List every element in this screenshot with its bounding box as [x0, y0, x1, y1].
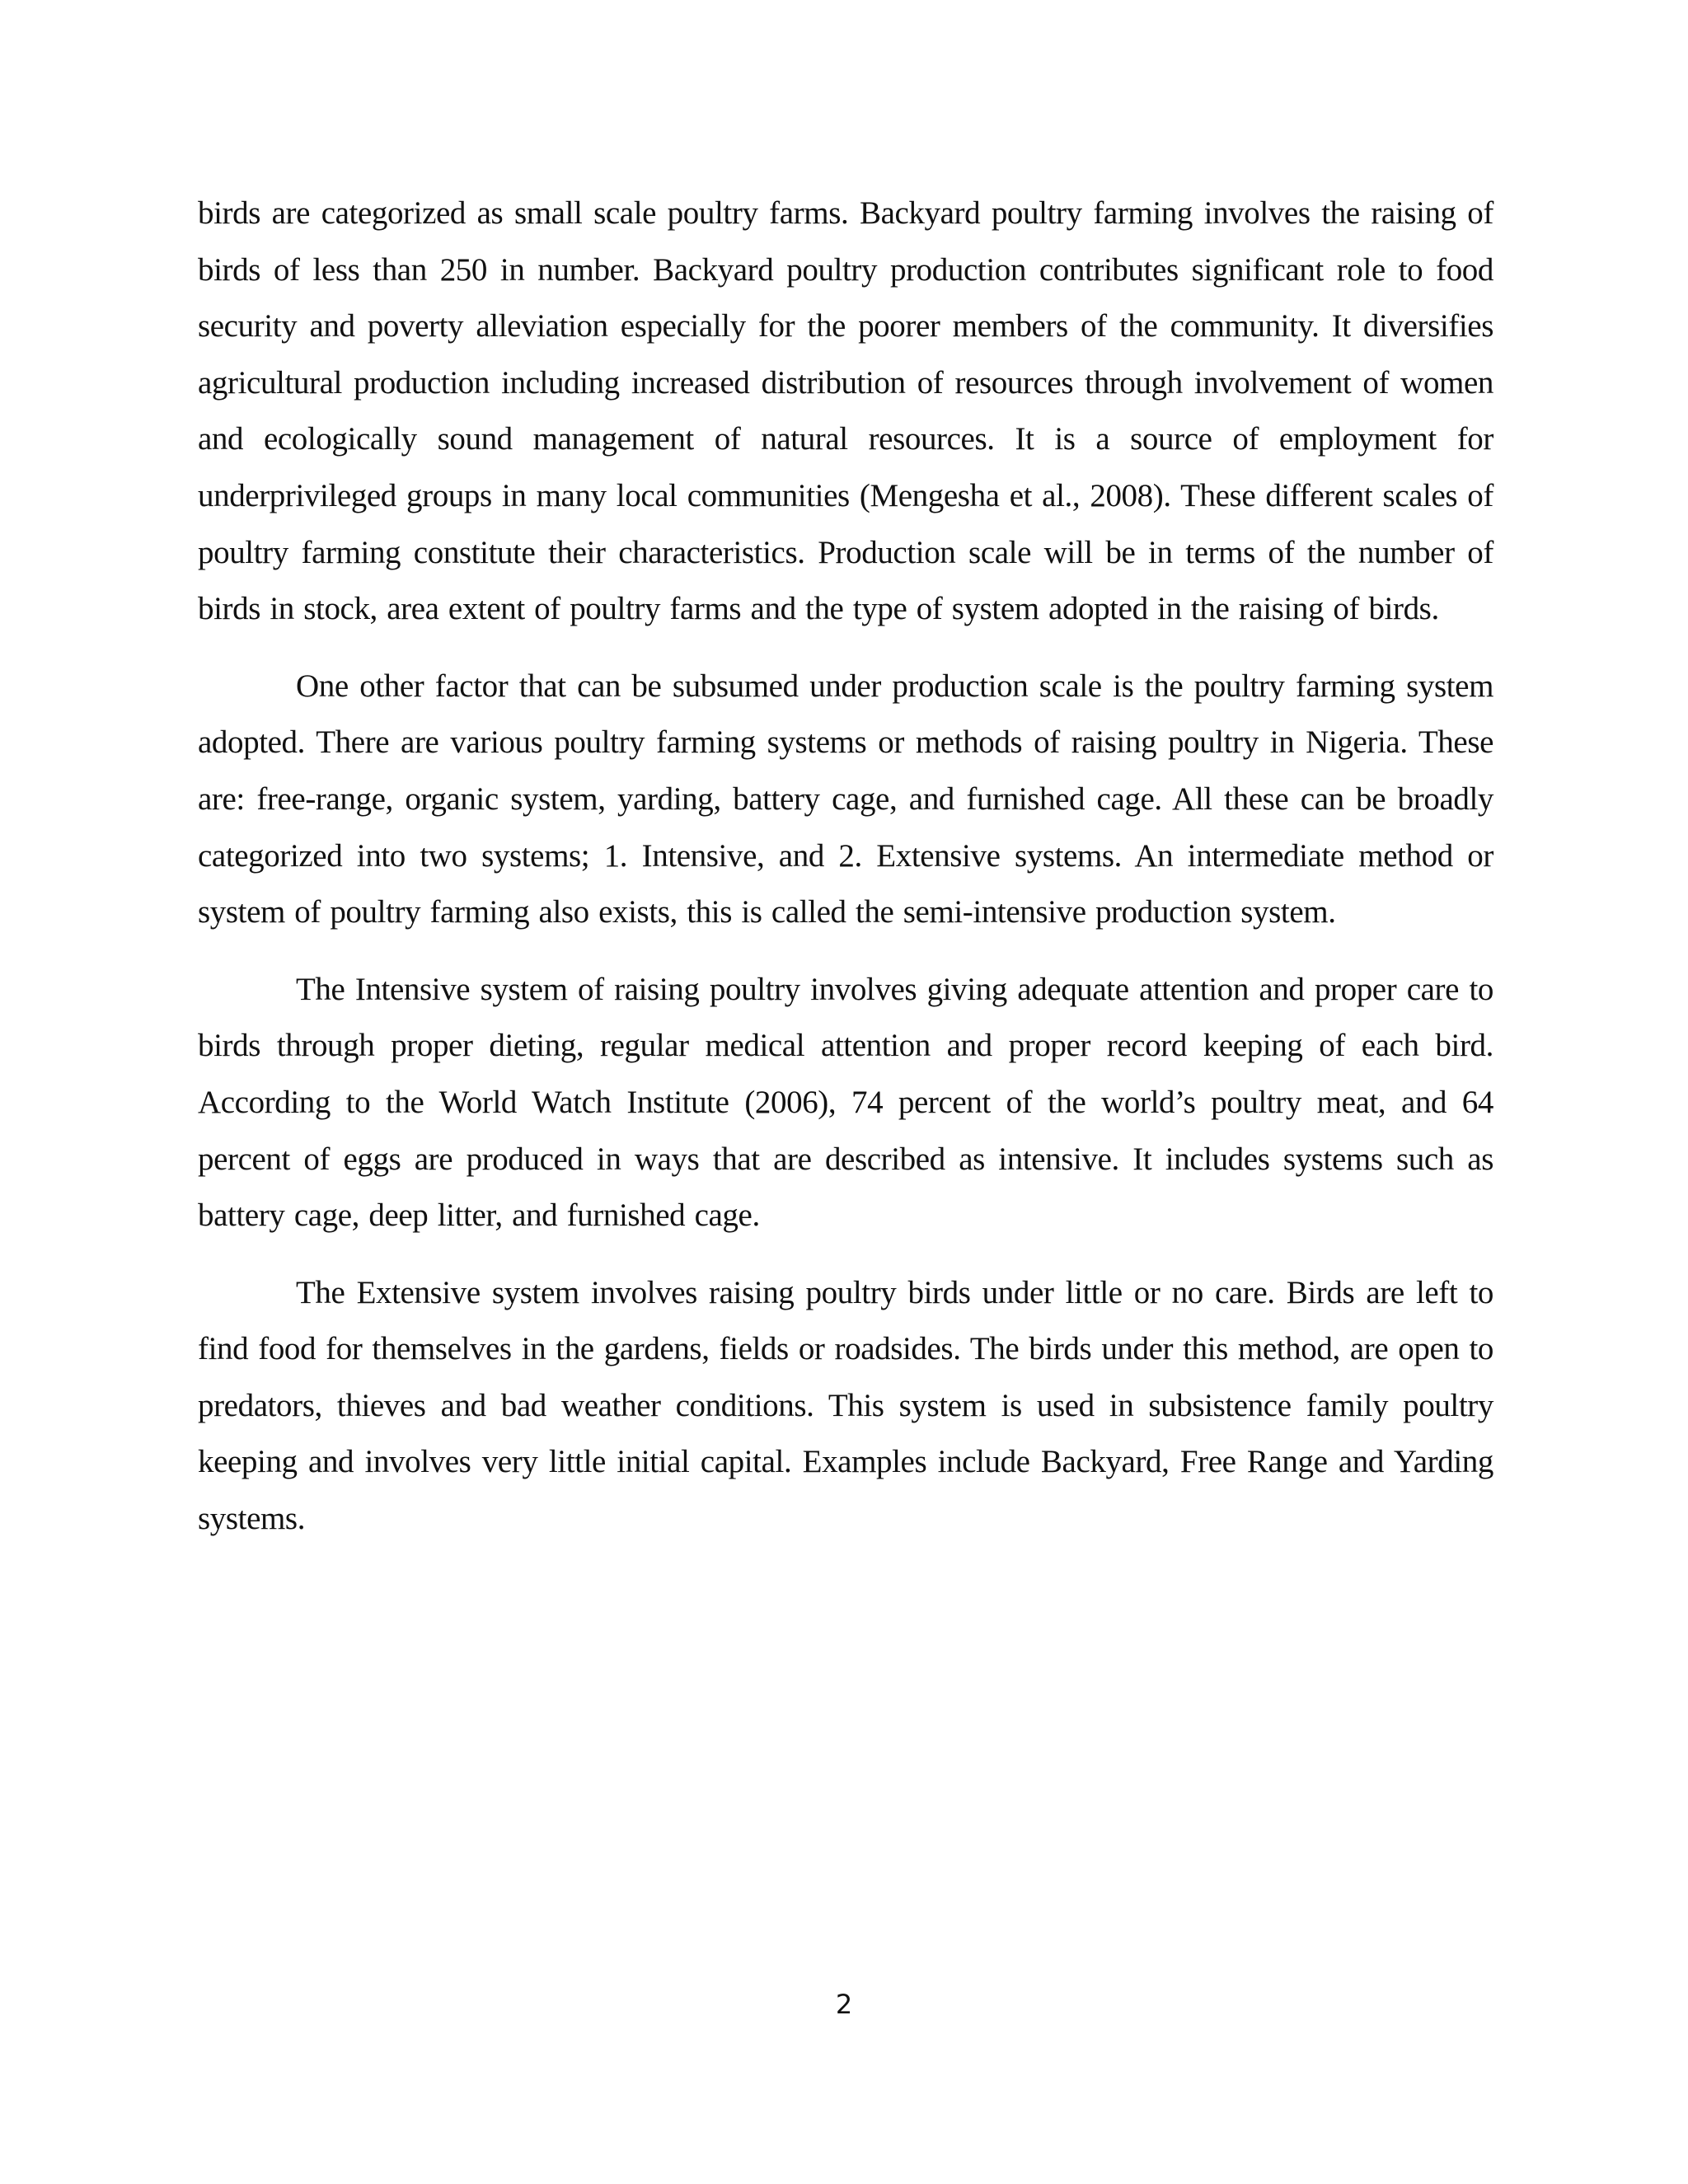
paragraph-farming-systems: One other factor that can be subsumed under production scale is the poultry farming system adopted. There are various poultry farming systems or methods of raising poultry in Nigeria. These are: free-range, organic system, yarding, battery cage, and furnished cage. All these can be broadly categorized into two systems; 1. Intensive, and 2. Extensive systems. An intermediate method or system of poultry farming also exists, this is called the semi-intensive production system.	[198, 668, 1493, 930]
body-text	[198, 185, 1493, 1568]
paragraph-extensive-system: The Extensive system involves raising poultry birds under little or no care. Birds are left to find food for themselves in the gardens, fields or roadsides. The birds under this method, are open to predators, thieves and bad weather conditions. This system is used in subsistence family poultry keeping and involves very little initial capital. Examples include Backyard, Free Range and Yarding systems.	[198, 1274, 1493, 1537]
paragraph-intensive-system: The Intensive system of raising poultry involves giving adequate attention and proper care to birds through proper dieting, regular medical attention and proper record keeping of each bird. According to the World Watch Institute (2006), 74 percent of the world’s poultry meat, and 64 percent of eggs are produced in ways that are described as intensive. It includes systems such as battery cage, deep litter, and furnished cage.	[198, 971, 1493, 1234]
paragraph-continuation: birds are categorized as small scale poultry farms. Backyard poultry farming involves the raising of birds of less than 250 in number. Backyard poultry production contributes significant role to food security and poverty alleviation especially for the poorer members of the community. It diversifies agricultural production including increased distribution of resources through involvement of women and ecologically sound management of natural resources. It is a source of employment for underprivileged groups in many local communities (Mengesha et al., 2008). These different scales of poultry farming constitute their characteristics. Production scale will be in terms of the number of birds in stock, area extent of poultry farms and the type of system adopted in the raising of birds.	[198, 195, 1493, 627]
page-number: 2	[835, 1989, 853, 2020]
